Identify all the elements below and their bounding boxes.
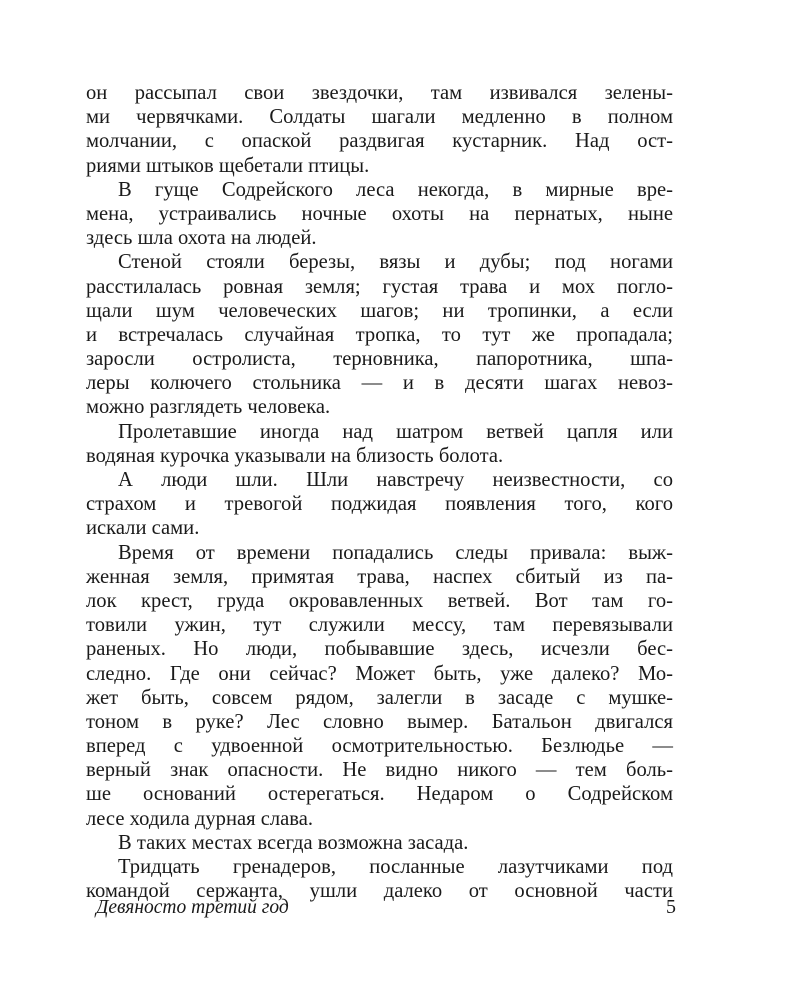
paragraph bbox=[86, 81, 673, 178]
text-line: и встречалась случайная тропка, то тут же пропадала; bbox=[86, 323, 673, 346]
text-line: расстилалась ровная земля; густая трава и мох погло- bbox=[86, 275, 673, 298]
text-line: страхом и тревогой поджидая появления того, кого bbox=[86, 493, 673, 516]
text-line: вперед с удвоенной осмотрительностью. Безлюдье — bbox=[86, 735, 673, 758]
text-line: тоном в руке? Лес словно вымер. Батальон двигался bbox=[86, 710, 673, 733]
text-line: лок крест, груда окровавленных ветвей. Вот там го- bbox=[86, 589, 673, 612]
page-number: 5 bbox=[666, 896, 676, 918]
text-line: Пролетавшие иногда над шатром ветвей цапля или bbox=[118, 420, 673, 443]
text-line: товили ужин, тут служили мессу, там перевязывали bbox=[86, 614, 673, 637]
paragraph bbox=[86, 541, 673, 831]
text-line: риями штыков щебетали птицы. bbox=[86, 154, 370, 177]
text-line: можно разглядеть человека. bbox=[86, 396, 331, 419]
text-line: следно. Где они сейчас? Может быть, уже далеко? Мо- bbox=[86, 662, 673, 685]
text-line: леры колючего стольника — и в десяти шагах невоз- bbox=[86, 372, 673, 395]
text-line: искали сами. bbox=[86, 517, 200, 540]
paragraph bbox=[86, 420, 673, 468]
text-line: Стеной стояли березы, вязы и дубы; под ногами bbox=[118, 251, 673, 274]
text-line: В гуще Содрейского леса некогда, в мирные вре- bbox=[118, 178, 673, 201]
text-line: А люди шли. Шли навстречу неизвестности, со bbox=[118, 469, 673, 491]
text-line: ше оснований остерегаться. Недаром о Содрейском bbox=[86, 783, 673, 806]
text-line: Время от времени попадались следы привала: выж- bbox=[118, 541, 673, 564]
paragraph bbox=[86, 178, 673, 251]
text-line: молчании, с опаской раздвигая кустарник. Над ост- bbox=[86, 130, 673, 153]
running-title: Девяносто третий год bbox=[96, 897, 289, 918]
text-line: щали шум человеческих шагов; ни тропинки, а если bbox=[86, 299, 673, 322]
paragraph bbox=[86, 468, 673, 541]
text-line: мена, устраивались ночные охоты на пернатых, ныне bbox=[86, 202, 673, 225]
text-line: он рассыпал свои звездочки, там извивался зелены- bbox=[86, 82, 673, 104]
text-line: водяная курочка указывали на близость болота. bbox=[86, 444, 504, 467]
text-line: ми червячками. Солдаты шагали медленно в полном bbox=[86, 106, 673, 129]
text-line: женная земля, примятая трава, наспех сбитый из па- bbox=[86, 565, 673, 588]
text-line: жет быть, совсем рядом, залегли в засаде с мушке- bbox=[86, 686, 673, 709]
paragraph bbox=[86, 831, 673, 855]
text-line: верный знак опасности. Не видно никого — тем боль- bbox=[86, 759, 673, 782]
text-line: Тридцать гренадеров, посланные лазутчиками под bbox=[118, 856, 673, 878]
text-line: лесе ходила дурная слава. bbox=[86, 807, 314, 830]
text-line: заросли остролиста, терновника, папоротника, шпа- bbox=[86, 348, 673, 371]
text-line: здесь шла охота на людей. bbox=[86, 227, 317, 250]
page-body bbox=[86, 81, 673, 903]
text-line: командой сержанта, ушли далеко от основной части bbox=[86, 880, 673, 903]
paragraph bbox=[86, 250, 673, 419]
text-line: В таких местах всегда возможна засада. bbox=[118, 831, 469, 854]
text-line: раненых. Но люди, побывавшие здесь, исчезли бес- bbox=[86, 638, 673, 661]
